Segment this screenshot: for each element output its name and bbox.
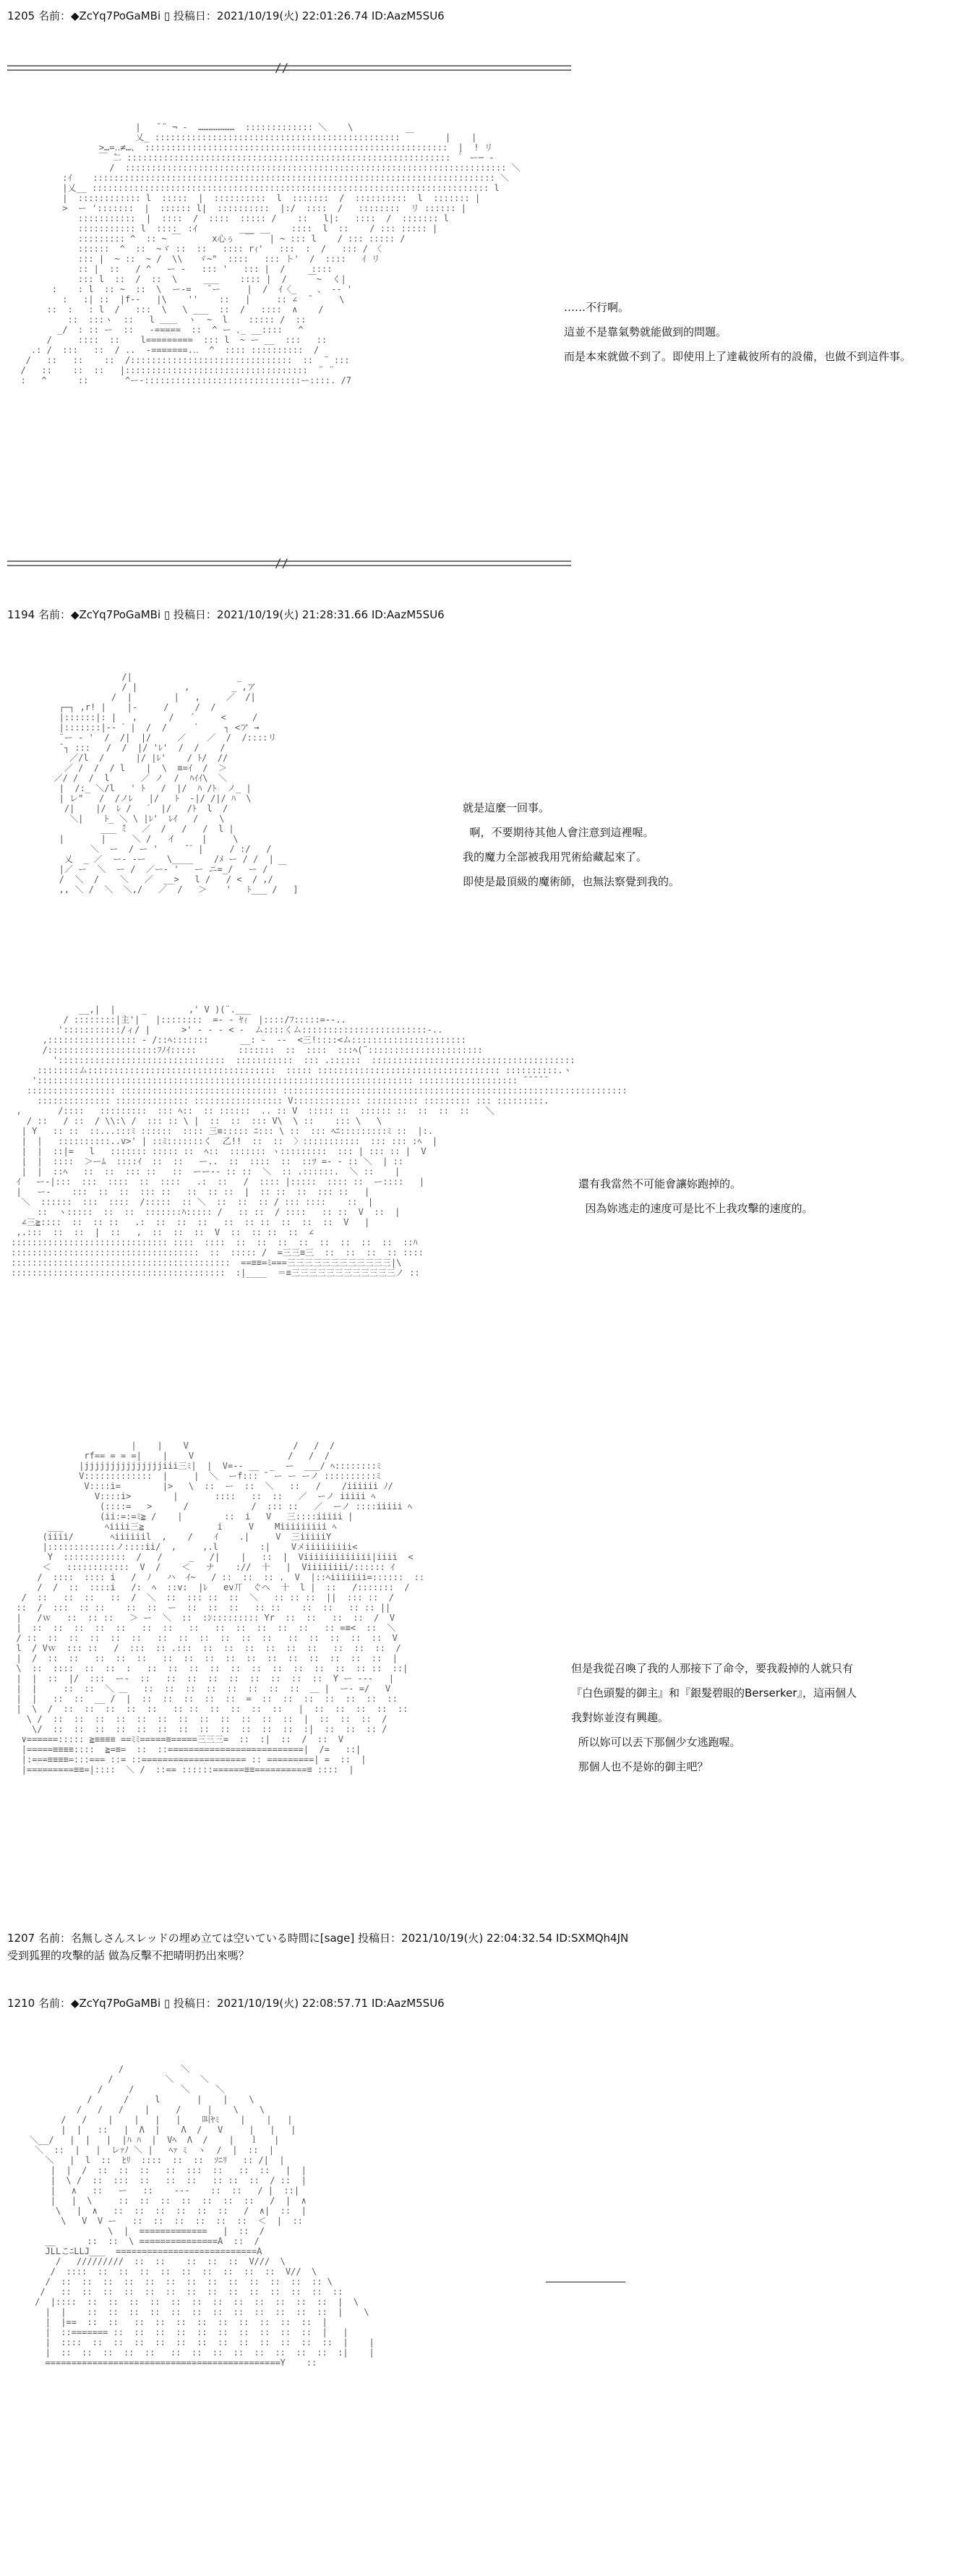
post-header: 1207 名前：名無しさんスレッドの埋め立ては空いている時間に[sage] 投稿日：2021/10/19(火) 22:04:32.54 ID:SXMQh4JN: [7, 1932, 629, 1945]
message-line: 因為妳逃走的速度可是比不上我攻擊的速度的。: [578, 1202, 813, 1215]
message-line: 即使是最頂級的魔術師，也無法察覺到我的。: [463, 875, 680, 888]
message-line: 那個人也不是妳的御主吧？: [571, 1760, 709, 1773]
message-line: 而是本來就做不到了。即使用上了達載彼所有的設備，也做不到這件事。: [564, 350, 912, 363]
ascii-art: / ＼ / ＼ ＼ / / ＼ ＼ / / l | | \ / / / | / | \ \ / / | | | | 叫ﾔﾐ | | | | | :: | Λ | Λ / V | | | ＼__/ | | | |ﾊ ﾊ | Vﾍ Λ / | ｌ | ＼ :: | | レｧﾉ ＼ | ﾍｧ ﾐ ヽ / | :: | ＼ | l :: ﾋﾘ :::: :: :: ｿﾆﾘ :: /| | | | / :: :: :: :: ::: :: :: :: | | | \ / :: ::: :: :: :: :: :: :: / :: | | ∧ :: ー :: --- :: :: / | ::| | | \ :: :: :: :: :: :: :: / | ∧ \ | ∧ :: :: :: :: :: :: / ∧| :: | \ V V ー :: :: :: :: :: :: ＜ | :: \ | ============= | :: / __ :: :: \ ===============A :: / JLLこﾆLLJ___ ===========================A / ///////// :: :: :: :: :: V/// \ / :::: :: :: :: :: :: :: :: :: :: V// \ / :: :: :: :: :: :: :: :: :: :: :: :: :: \ / :: :: :: :: :: :: :: :: :: :: :: :: :: :: / |:::: :: :: :: :: :: :: :: :: :: :: :: :: | \ | | :: :: :: :: :: :: :: :: :: :: :: :: | \ | |== :: :: :: :: :: :: :: :: :: :: :: | | ::======= :: :: :: :: :: :: :: :: :: :: | | | :::: :: :: :: :: :: :: :: :: :: :: :: :: | | | :: :: :: :: :: :: :: :: :: :: :: :: :: :| | =============================================Y ::: [29, 2064, 374, 2368]
separator-slash: //: [275, 556, 289, 570]
message-line: 但是我從召喚了我的人那接下了命令，要我殺掉的人就只有: [571, 1662, 854, 1675]
message-line: 這並不是靠氣勢就能做到的問題。: [564, 325, 727, 338]
ascii-art: | | V / / / rf== = = =| | V / / / |jjjjjjjjjjjjjjjiii三ﾐ| | V=-- __ _ ー ___/ ﾍ::::::::ﾐ V::::::::::::: | | ＼ ーf::: ̄ ー ー ーノ ::::::::::ﾐ V::::i= |> \ :: ー :: ＼ :: / /iiiiii ﾉ/ V::::i> | :::: :: :: ／ ーノ iiiii ﾍ (::::= > / / ::: :: ／ ーノ ::::iiiii ﾍ (ii:=:=ﾐ≧ / | :: i V 三::::iiiii | ___ ﾍiiii三≧ i V Miiiiiiiii ﾍ (iiii/ ﾍiiiiiil , / ｲ .| V 三iiiiiY |:::::::::::::ノ::::ii/ , ,.l :| Vメiiiiiiiii< Y :::::::::::: / / _ /| | :: | Viiiiiiiiiiiii|iiii < ＜ :::::::::::: V / ＜ ナ :// 十 | Viiiiiiii/:::::: ｲ / :::: :::: i / ﾉ ハ ｲ~ / :: :: :: . V |::ﾍiiiiiii=:::::: :: / / :: ::::i /: ﾍ ::v: |ﾚ ev丌 ぐへ 十 l | :: /::::::: / / :: :: :: :: / ＼ :: ::: :: :: ＼ :: :: :: || ::: :: / :: / ::: :: :: :: :: ー :: :: :: :: :: :: :: :: :: || | /ｗ :: :: :: ＞ ー ＼ :: :ﾝ::::::::: Yr :: :: :: :: / V | :: :: :: :: :: :: :: :: :: :: :: :: :: :: =≡< :: ＼ / :: :: :: :: :: :: :: :: :: :: :: :: :: :: :: :: :: V l / Vｗ ::: :: / ::: :: .::: :: :: :: :: :: :: :: :: :: / | / :: :: :: :: :: :: :: :: :: :: :: :: :: :: :: :: | \ :: :::: :: :: : :: :: :: :: :: :: :: :: :: :: :: :: ::| | | :: |/ ::: ー- :: :: :: :: :: :: :: :: :: Y ー --- | | | :: :: ＼ ＿ :: :: :: :: :: :: :: :: ＿ | ー- =/ V | | :: :: __ / | :: :: :: :: :: = :: :: :: :: :: :: :: | \ / :: :: :: :: :: :: :: :: :: :: :: | :: :: :: :: :: \ / :: :: :: :: :: :: :: :: :: :: :: :: | :: :: :: / \/ :: :: :: :: :: :: :: :: :: :: :: :: :| :: :: :: / ∨======::::: ≧≡≡≡≡ ==ﾐﾐ=====≡=====三三三= :: :| :: / :: V |=====≡≡≡≡:::: ≧=≡= :: ::==========================| /= ::| |:===≡≡≡≡=:::=== ::= ::==================== :: =========| = :: | |=========≡≡=|:::: ＼ / ::== ::::::======≡≡==========≡ :::: |: [16, 1441, 425, 1775]
message-line: 『白色頭髮的御主』和『銀髮碧眼的Berserker』，這兩個人: [571, 1686, 857, 1699]
post-header: 1210 名前：◆ZcYq7PoGaMBi ▯ 投稿日：2021/10/19(火) 22:08:57.71 ID:AazM5SU6: [7, 1997, 445, 2010]
message-line: 啊，不要期待其他人會注意到這裡喔。: [463, 826, 654, 839]
message-line: 還有我當然不可能會讓妳跑掉的。: [578, 1177, 742, 1190]
message-line: 就是這麼一回事。: [463, 801, 550, 814]
separator-slash: //: [275, 61, 289, 74]
post-message: [546, 2256, 552, 2257]
message-line: 我的魔力全部被我用咒術給藏起來了。: [463, 850, 648, 863]
post-message: [571, 1656, 857, 1779]
post-header: 1205 名前：◆ZcYq7PoGaMBi ▯ 投稿日：2021/10/19(火) 22:01:26.74 ID:AazM5SU6: [7, 9, 445, 22]
post-message: [564, 295, 911, 369]
message-line: 所以妳可以丟下那個少女逃跑喔。: [571, 1736, 741, 1749]
ascii-art: | ̄ ¨ ¬ - ………………… ::::::::::::: ＼ \ 乂_ ::::::::::::::::::::::::::::::::::::::::::::::: ￣ | | >…=‥≠…、 :::::::::::::::::::::::::::::::::::::::::::::::::::::::::: | ! リ ￣ ̄二 :::::::::::::::::::::::::::::::::::::::::::::::::::::::::::::: ｀ ー─ ‐ / ::::::::::::::::::::::::::::::::::::::::::::::::::::::::::::::::::::::::: ＼ :ｲ ::::::::::::::::::::::::::::::::::::::::::::::::::::::::::::::::::::::::::::: ＼ |乂__ :::::::::::::::::::::::::::::::::::::::::::::::::::::::::::::::::::::::::::: l | :::::::::::: l ::::: | :::::::::: l ::::::: / :::::::::: l ::::::: | > ー '::::::: | :::::: l| :::::::::: |:/ :::: / :::::::: リ :::::: | ::::::::::: | :::: / :::: ::::: / :: l|: :::: / ::::::: l ::::::::::: l :::: :ｲ ___ __ :::: l :: / ::: ::::: | ::::::::: ^ :: ~ ￣ x心ぅ ￣ | ~ ::: l / ::: ::::: / :::::: ^ :: ~ゞ :: :: :::: rｨ' ::: : / ::: / 〈 ::: | ~ :: ~ / \\ ゞ~" :::: ::: ト' / :::: ｲ リ :: | :: / ^ ー - ::: ' ::: | / :::: ::: l :: / :: \ ___ :::: | / ￣~ く| : : l :: ~ :: \ ー-= ̄ ー | / ｲ〈_ 、 -‐ ' : :| :: |f‐- |\ '' :: | :: ∠ ̄ \ :: : : l / ::: \ \ ___ :: / :::: ∧ / :: :::ヽ :: l ＿＿ ヽ ~ l ::::: / :: _/ : :: ー :: ‐===== :: ^ ー ､_ __:::: ^ / :::: :: l========= ::: l ~ ー __ ::: :: .: / ::: :: / .. ‐=======.‥ ^ :::: :::::::::: / / :: :: :: /::::::::::::::::::::::::::::::: :: ¨ ::: / :: :: :: |::::::::::::::::::::::::::::::::::: ¨ ¨ : ^ :: ^ー-::::::::::::::::::::::::::::::ー::::. /7: [20, 122, 521, 385]
post-message: [578, 1172, 813, 1221]
message-line: 我對妳並沒有興趣。: [571, 1711, 669, 1724]
ascii-art: /| _ / | , _ ,ア / | | , ／ /| ┌─┐ ,r! | |‐ / / / |::::::|: | , / ´ < / |:::::::|-- ゛| / / ´ ┐ <ア → ¨ー ‐ ' / /| |/ ／ ／ / /::::リ ̄ ┐ ::: / / |/ 'ﾚ' / / / ／/l / |/ |ﾚ' / ﾄ/ // ／ / / / l | \ ≡=ｲ / ＞ ／/ / / l ／ ノ / ﾊｲｲ\ ＼ | /:_ ＼/l ' ﾄ / |/ ﾊ /ﾄ ノ_ | | レ" / /ノﾚ |/ ﾄ ‐|/ /|/ ﾊ \ /| |/ ﾚ / ゛ |/ /ﾄ l / ＼| ﾄ_ ＼ \ |ﾚ' ﾚｲ / \ ___ ̄ﾐ ／ / / / l | | | ＼ / イ | \ ＼ ー / ー ' ̄ ゛| / :/ / 乂 _ ／ ー- ‐ー \____ /ﾒ ー / / | |／ ー ＼ ー / ／ー‐ ' ー ニ=_/ ー / ￣ / ＼ / ＼ ／ __> l / / < / ,/ ,, ＼ / ＼ ＼,/ ／ / ＞ ' ﾄ___ / ]: [53, 672, 299, 895]
ascii-art: __,| | _ ,' V )(¨.___ / ::::::::|主'| |:::::::: =‐ ‐ ﾔｨ |::::/ﾌ:::::=--.. ':::::::::::/ィ/ | >' ‐ ‐ ‐ < ‐ ム::::くム::::::::::::::::::::::::‐.. ,::::::::::::::::: ‐ /::ﾍ::::::: __: ‐ ‐- <三!::::<ム:::::::::::::::::::::: /:::::::::::::::::::::ﾌﾉｲ::::: ::::::: :: :::: :::ﾍ(¨:::::::::::::::::::::: ':::::::::::::::::::::::::::::::: ::::::::::: ::: .:::::: ::::::::::::::::::::::::::::::::::::::: ::::::::ム:::::::::::::::::::::::::::::::::::: ::::: ::::::::::::::::::::::::::::::::::: ::::::::::.ヽ ':::::::::::::::::::::::::::::::::::::::::::::::::::::::::::::::::::::::: ::::::::::::::::::: ̄ ̄ ̄ ̄ ̄ ::::::::::::::::: :::::::::::::::::::::::::::::: :::::::::::::::::::::::::::::::::::::::::::::::::::::::::::::::::: :::::::::::::: :::::::::::::: ::::::::::::::::: V::::::::::::: :::::::::: ::::::::: ::: :::::::::. , /:::: ::::::::: ::: ﾍ:: :: :::::: .. :: V ::::: :: :::::: :: :: :: :: ＼ / :: / :: / \\:\ / ::: :: \ | :: :: ::: V\ \ :: ::: \ \ | Y :: :: ::...:::ﾐ :::::: :::: 三≡::::: ﾆ::: \ :: ::: ﾍﾆ:::::::::ﾐ :: |:. | | ::::::::::..v>' | ::ﾐ:::::::く 乙!! :: :: 〉::::::::::: ::: ::: :ﾍ | | | ::|= l ::::::: ::::: :: ﾍ:: ::::::: ヽ::::::::: ::: | ::: :: | V | | :::: ＞ーﾑ ::::ｲ :: :: ー.. :: :::: :: ::ﾂ =‐ ‐ :: ＼ | :: | | ::ﾍ :: :: ::: :: :: ーー‐‐ :: :: ＼ :: .::::::. ＼ :: | ｲ ー-|::: ::: :::: :: :::: .: :: / :::: |::::: :::: :: ー:::: | | ー‐ ::: :: :: ::: :: :: :: :: | :: :: :: ::: :: | ＼ :::::: ::: :::: /::::: :: ＼ :: :: :: / ::: :::: :: | :: ヽ::::: :: :: :::::::ﾊ::::: / :: :: / :::: :: :: V :: | ∠三≧:::: :: :: :: .: :: :: :: :: :: :: :: :: :: V | ,.::: :: :: | :: , :: :: :: V :: :: :: :: ∠ :::::::::::::::::::::::::::::: :::: :::: :: :: :: :: :: :: :: :: ::ﾊ :::::::::::::::::::::::::::::::::::: :: ::::: / =三三≡三 :: :: :: :: :::: :::::::::::::::::::::::::::::::::::::::::: ==≡≡=ﾐ===三三三三三三三三三三三三|\ ::::::::::::::::::::::::::::::::::::::::: :|____ ＝≡三三三三三三三三三三三三ノ ::: [11, 1005, 628, 1278]
message-line: ……不行啊。: [564, 301, 630, 314]
post-message: 受到狐狸的攻擊的話 做為反擊不把晴明扔出來嗎？: [7, 1949, 249, 1962]
post-header: 1194 名前：◆ZcYq7PoGaMBi ▯ 投稿日：2021/10/19(火) 21:28:31.66 ID:AazM5SU6: [7, 608, 445, 621]
post-message: [463, 796, 680, 894]
